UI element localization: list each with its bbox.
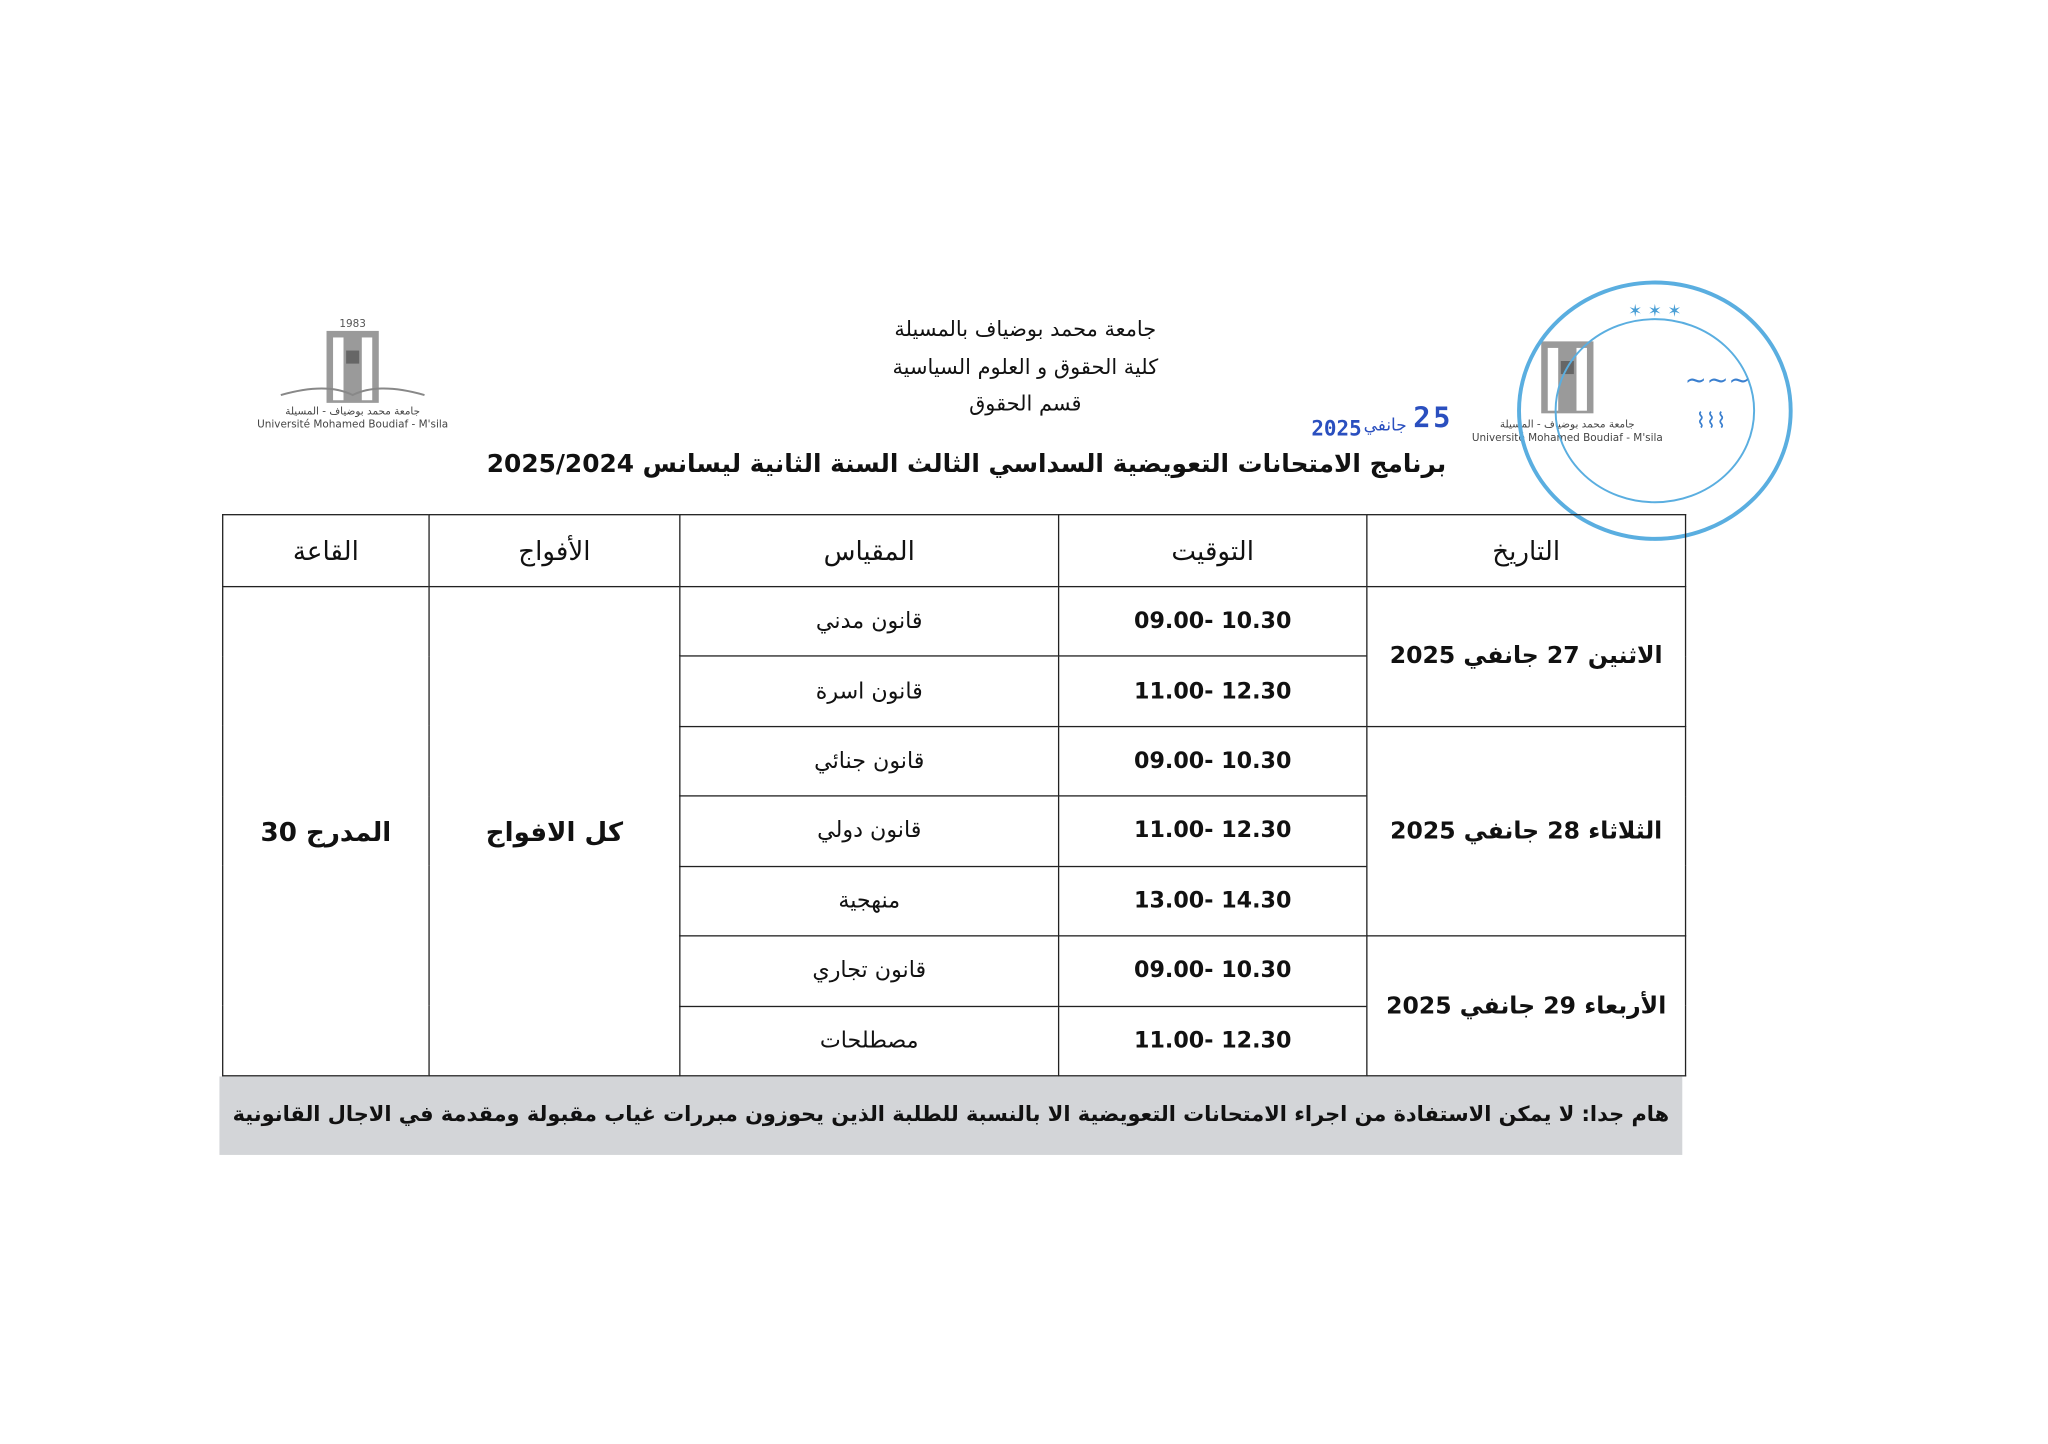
date-stamp <box>1306 403 1463 445</box>
subject-cell: قانون مدني <box>680 587 1059 657</box>
subject-cell: قانون اسرة <box>680 656 1059 726</box>
department-name: قسم الحقوق <box>969 391 1082 416</box>
date-cell: الأربعاء 29 جانفي 2025 <box>1367 936 1686 1076</box>
logo-caption-french: Université Mohamed Boudiaf - M'sila <box>257 418 449 431</box>
time-cell: 12.30 -11.00 <box>1059 796 1367 866</box>
svg-text:✶ ✶ ✶: ✶ ✶ ✶ <box>1628 301 1682 322</box>
document-title: برنامج الامتحانات التعويضية السداسي الثالث السنة الثانية ليسانس 2025/2024 <box>486 449 1447 479</box>
svg-text:1983: 1983 <box>339 317 366 330</box>
logo-caption-arabic: جامعة محمد بوضياف - المسيلة <box>285 405 421 418</box>
time-cell: 12.30 -11.00 <box>1059 1006 1367 1076</box>
room-cell: المدرج 30 <box>223 587 429 1076</box>
stamp-month: جانفي <box>1363 415 1407 436</box>
subject-cell: قانون جنائي <box>680 726 1059 796</box>
official-seal-stamp <box>1515 277 1796 545</box>
logo-caption-arabic: جامعة محمد بوضياف - المسيلة <box>1499 418 1635 431</box>
subject-cell: قانون تجاري <box>680 936 1059 1006</box>
time-cell: 12.30 -11.00 <box>1059 656 1367 726</box>
header-subject: المقياس <box>680 515 1059 587</box>
subject-cell: منهجية <box>680 866 1059 936</box>
header-time: التوقيت <box>1059 515 1367 587</box>
table-row <box>223 587 1686 657</box>
subject-cell: قانون دولي <box>680 796 1059 866</box>
header-date: التاريخ <box>1367 515 1686 587</box>
table-header-row <box>223 515 1686 587</box>
svg-text:~~~: ~~~ <box>1684 365 1751 396</box>
svg-text:⌇⌇⌇: ⌇⌇⌇ <box>1695 408 1727 433</box>
university-logo-left <box>255 314 451 432</box>
groups-cell: كل الافواج <box>429 587 680 1076</box>
university-name: جامعة محمد بوضياف بالمسيلة <box>894 316 1157 342</box>
logo-caption-french: Université Mohamed Boudiaf - M'sila <box>1471 431 1663 444</box>
time-cell: 14.30 -13.00 <box>1059 866 1367 936</box>
header-room: القاعة <box>223 515 429 587</box>
time-cell: 10.30 -09.00 <box>1059 587 1367 657</box>
important-note: هام جدا: لا يمكن الاستفادة من اجراء الامتحانات التعويضية الا بالنسبة للطلبة الذين يحوزون مبررات غياب مقبولة ومقدمة في الاجال القانونية <box>219 1076 1682 1154</box>
exam-schedule-table <box>222 514 1686 1076</box>
faculty-name: كلية الحقوق و العلوم السياسية <box>892 354 1159 380</box>
date-cell: الاثنين 27 جانفي 2025 <box>1367 587 1686 727</box>
date-cell: الثلاثاء 28 جانفي 2025 <box>1367 726 1686 936</box>
stamp-day: 25 <box>1413 402 1454 436</box>
time-cell: 10.30 -09.00 <box>1059 936 1367 1006</box>
time-cell: 10.30 -09.00 <box>1059 726 1367 796</box>
subject-cell: مصطلحات <box>680 1006 1059 1076</box>
university-building-icon <box>255 314 451 406</box>
stamp-year: 2025 <box>1311 415 1362 441</box>
header-groups: الأفواج <box>429 515 680 587</box>
